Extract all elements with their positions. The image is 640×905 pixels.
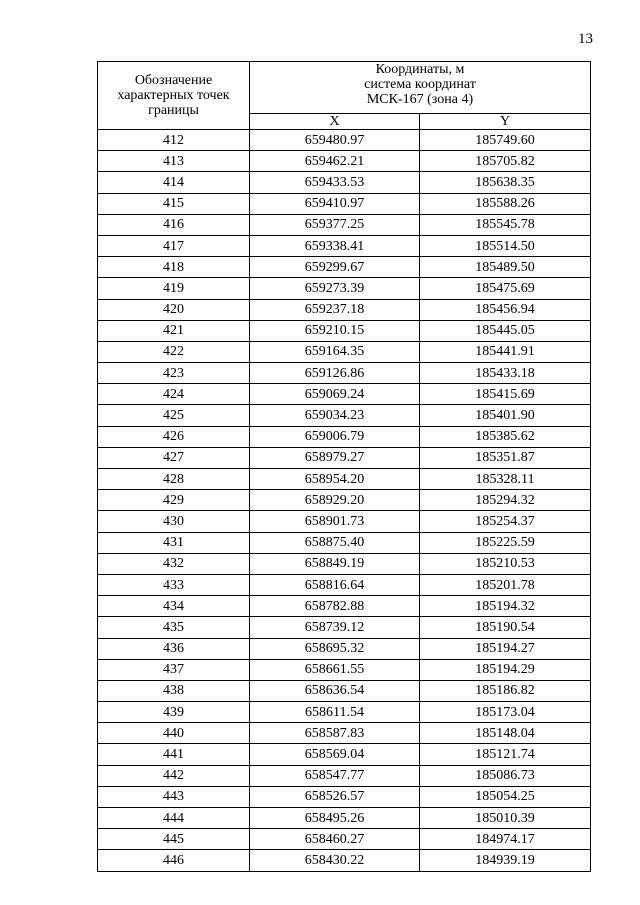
table-row — [98, 702, 591, 723]
y-coordinate-cell: 185294.32 — [420, 490, 591, 511]
x-coordinate-cell: 658495.26 — [250, 808, 420, 829]
table-row — [98, 214, 591, 235]
table-row — [98, 744, 591, 765]
table-row — [98, 617, 591, 638]
y-coordinate-cell: 185638.35 — [420, 172, 591, 193]
y-coordinate-cell: 185148.04 — [420, 723, 591, 744]
coordinates-header — [250, 62, 591, 114]
y-coordinate-cell: 185588.26 — [420, 193, 591, 214]
x-coordinate-cell: 658587.83 — [250, 723, 420, 744]
table-row — [98, 574, 591, 595]
point-cell: 438 — [98, 680, 250, 701]
point-cell: 445 — [98, 829, 250, 850]
table-row — [98, 405, 591, 426]
y-coordinate-cell: 185385.62 — [420, 426, 591, 447]
point-cell: 444 — [98, 808, 250, 829]
point-cell: 427 — [98, 447, 250, 468]
x-column-header: X — [250, 114, 420, 130]
table-row — [98, 638, 591, 659]
y-coordinate-cell: 185210.53 — [420, 553, 591, 574]
x-coordinate-cell: 659126.86 — [250, 363, 420, 384]
y-coordinate-cell: 185010.39 — [420, 808, 591, 829]
y-coordinate-cell: 184974.17 — [420, 829, 591, 850]
table-row — [98, 447, 591, 468]
table-row — [98, 278, 591, 299]
y-coordinate-cell: 185445.05 — [420, 320, 591, 341]
x-coordinate-cell: 658782.88 — [250, 596, 420, 617]
coordinates-header-line: МСК-167 (зона 4) — [366, 92, 474, 107]
x-coordinate-cell: 659006.79 — [250, 426, 420, 447]
y-coordinate-cell: 185194.27 — [420, 638, 591, 659]
x-coordinate-cell: 659462.21 — [250, 151, 420, 172]
table-row — [98, 723, 591, 744]
point-cell: 440 — [98, 723, 250, 744]
y-coordinate-cell: 185328.11 — [420, 469, 591, 490]
point-cell: 439 — [98, 702, 250, 723]
table-row — [98, 172, 591, 193]
y-column-header: Y — [420, 114, 591, 130]
x-coordinate-cell: 658526.57 — [250, 786, 420, 807]
point-cell: 418 — [98, 257, 250, 278]
point-cell: 419 — [98, 278, 250, 299]
x-coordinate-cell: 658547.77 — [250, 765, 420, 786]
y-coordinate-cell: 185415.69 — [420, 384, 591, 405]
y-coordinate-cell: 184939.19 — [420, 850, 591, 871]
table-row — [98, 680, 591, 701]
x-coordinate-cell: 659480.97 — [250, 130, 420, 151]
table-row — [98, 384, 591, 405]
point-cell: 429 — [98, 490, 250, 511]
x-coordinate-cell: 658954.20 — [250, 469, 420, 490]
point-cell: 432 — [98, 553, 250, 574]
x-coordinate-cell: 659034.23 — [250, 405, 420, 426]
table-row — [98, 257, 591, 278]
table-row — [98, 490, 591, 511]
point-designation-header-line: границы — [148, 103, 199, 118]
table-row — [98, 299, 591, 320]
x-coordinate-cell: 658929.20 — [250, 490, 420, 511]
x-coordinate-cell: 659069.24 — [250, 384, 420, 405]
x-coordinate-cell: 659210.15 — [250, 320, 420, 341]
x-coordinate-cell: 658875.40 — [250, 532, 420, 553]
x-coordinate-cell: 658569.04 — [250, 744, 420, 765]
y-coordinate-cell: 185475.69 — [420, 278, 591, 299]
y-coordinate-cell: 185173.04 — [420, 702, 591, 723]
point-cell: 442 — [98, 765, 250, 786]
y-coordinate-cell: 185186.82 — [420, 680, 591, 701]
y-coordinate-cell: 185121.74 — [420, 744, 591, 765]
coordinates-header-line: Координаты, м — [375, 62, 465, 77]
x-coordinate-cell: 659237.18 — [250, 299, 420, 320]
point-cell: 433 — [98, 574, 250, 595]
y-coordinate-cell: 185441.91 — [420, 341, 591, 362]
y-coordinate-cell: 185705.82 — [420, 151, 591, 172]
y-coordinate-cell: 185545.78 — [420, 214, 591, 235]
table-row — [98, 850, 591, 871]
y-coordinate-cell: 185401.90 — [420, 405, 591, 426]
table-row — [98, 511, 591, 532]
x-coordinate-cell: 659164.35 — [250, 341, 420, 362]
table-row — [98, 553, 591, 574]
y-coordinate-cell: 185194.32 — [420, 596, 591, 617]
y-coordinate-cell: 185190.54 — [420, 617, 591, 638]
x-coordinate-cell: 658661.55 — [250, 659, 420, 680]
y-coordinate-cell: 185456.94 — [420, 299, 591, 320]
point-cell: 425 — [98, 405, 250, 426]
x-coordinate-cell: 659273.39 — [250, 278, 420, 299]
table-row — [98, 786, 591, 807]
x-coordinate-cell: 658636.54 — [250, 680, 420, 701]
point-designation-header-line: Обозначение — [134, 73, 213, 88]
y-coordinate-cell: 185514.50 — [420, 235, 591, 256]
point-cell: 435 — [98, 617, 250, 638]
y-coordinate-cell: 185351.87 — [420, 447, 591, 468]
x-coordinate-cell: 658849.19 — [250, 553, 420, 574]
point-cell: 426 — [98, 426, 250, 447]
y-coordinate-cell: 185433.18 — [420, 363, 591, 384]
point-cell: 424 — [98, 384, 250, 405]
y-coordinate-cell: 185254.37 — [420, 511, 591, 532]
x-coordinate-cell: 659433.53 — [250, 172, 420, 193]
table-row — [98, 829, 591, 850]
x-coordinate-cell: 658695.32 — [250, 638, 420, 659]
point-cell: 415 — [98, 193, 250, 214]
table-row — [98, 235, 591, 256]
point-cell: 412 — [98, 130, 250, 151]
table-row — [98, 151, 591, 172]
table-row — [98, 808, 591, 829]
point-cell: 434 — [98, 596, 250, 617]
y-coordinate-cell: 185489.50 — [420, 257, 591, 278]
x-coordinate-cell: 659377.25 — [250, 214, 420, 235]
table-row — [98, 130, 591, 151]
table-row — [98, 765, 591, 786]
point-cell: 423 — [98, 363, 250, 384]
coordinates-header-line: система координат — [364, 77, 476, 92]
x-coordinate-cell: 658739.12 — [250, 617, 420, 638]
x-coordinate-cell: 658979.27 — [250, 447, 420, 468]
table-row — [98, 596, 591, 617]
point-cell: 416 — [98, 214, 250, 235]
x-coordinate-cell: 658816.64 — [250, 574, 420, 595]
y-coordinate-cell: 185194.29 — [420, 659, 591, 680]
x-coordinate-cell: 659299.67 — [250, 257, 420, 278]
table-header-row — [98, 62, 591, 114]
x-coordinate-cell: 658611.54 — [250, 702, 420, 723]
point-designation-header — [98, 62, 250, 130]
page-number: 13 — [578, 31, 593, 47]
point-cell: 431 — [98, 532, 250, 553]
table-row — [98, 193, 591, 214]
x-coordinate-cell: 658430.22 — [250, 850, 420, 871]
point-cell: 417 — [98, 235, 250, 256]
table-row — [98, 320, 591, 341]
point-cell: 443 — [98, 786, 250, 807]
y-coordinate-cell: 185201.78 — [420, 574, 591, 595]
table-row — [98, 363, 591, 384]
table-row — [98, 659, 591, 680]
point-cell: 422 — [98, 341, 250, 362]
table-row — [98, 469, 591, 490]
point-cell: 437 — [98, 659, 250, 680]
x-coordinate-cell: 658901.73 — [250, 511, 420, 532]
point-cell: 413 — [98, 151, 250, 172]
point-cell: 441 — [98, 744, 250, 765]
x-coordinate-cell: 658460.27 — [250, 829, 420, 850]
x-coordinate-cell: 659410.97 — [250, 193, 420, 214]
point-cell: 420 — [98, 299, 250, 320]
point-cell: 414 — [98, 172, 250, 193]
y-coordinate-cell: 185749.60 — [420, 130, 591, 151]
y-coordinate-cell: 185054.25 — [420, 786, 591, 807]
y-coordinate-cell: 185225.59 — [420, 532, 591, 553]
x-coordinate-cell: 659338.41 — [250, 235, 420, 256]
point-cell: 446 — [98, 850, 250, 871]
point-cell: 428 — [98, 469, 250, 490]
coordinates-table — [97, 61, 591, 872]
point-cell: 421 — [98, 320, 250, 341]
table-row — [98, 532, 591, 553]
point-designation-header-line: характерных точек — [117, 88, 230, 103]
table-row — [98, 426, 591, 447]
y-coordinate-cell: 185086.73 — [420, 765, 591, 786]
point-cell: 430 — [98, 511, 250, 532]
point-cell: 436 — [98, 638, 250, 659]
table-row — [98, 341, 591, 362]
